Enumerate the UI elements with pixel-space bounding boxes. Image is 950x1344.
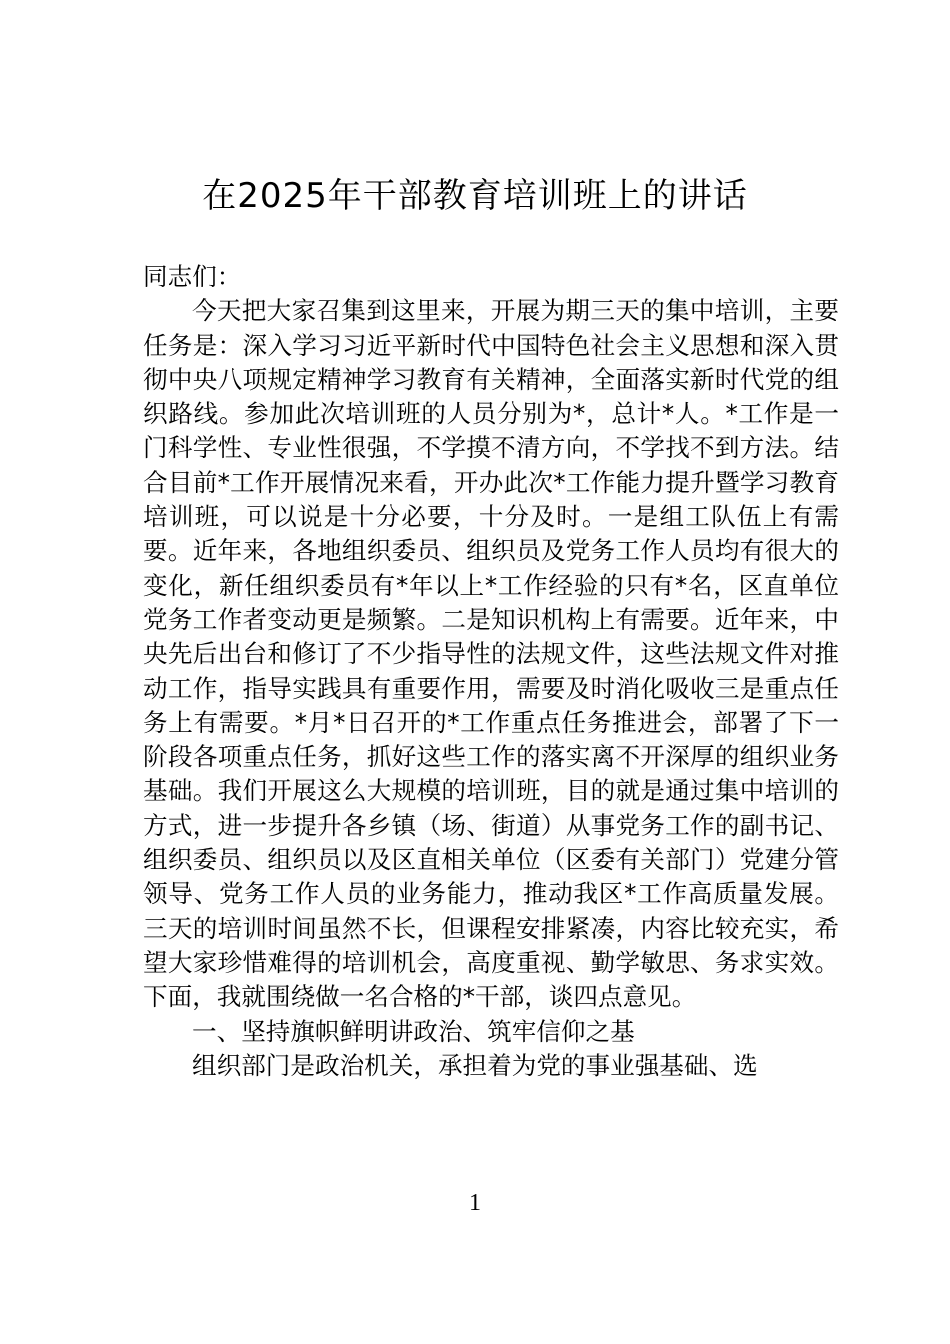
document-body xyxy=(143,260,839,1083)
document-title: 在2025年干部教育培训班上的讲话 xyxy=(202,176,748,216)
body-paragraph: 今天把大家召集到这里来，开展为期三天的集中培训，主要任务是：深入学习习近平新时代中国特色社会主义思想和深入贯彻中央八项规定精神学习教育有关精神，全面落实新时代党的组织路线。参加此次培训班的人员分别为*，总计*人。*工作是一门科学性、专业性很强，不学摸不清方向，不学找不到方法。结合目前*工作开展情况来看，开办此次*工作能力提升暨学习教育培训班，可以说是十分必要，十分及时。一是组工队伍上有需要。近年来，各地组织委员、组织员及党务工作人员均有很大的变化，新任组织委员有*年以上*工作经验的只有*名，区直单位党务工作者变动更是频繁。二是知识机构上有需要。近年来，中央先后出台和修订了不少指导性的法规文件，这些法规文件对推动工作，指导实践具有重要作用，需要及时消化吸收三是重点任务上有需要。*月*日召开的*工作重点任务推进会，部署了下一阶段各项重点任务，抓好这些工作的落实离不开深厚的组织业务基础。我们开展这么大规模的培训班，目的就是通过集中培训的方式，进一步提升各乡镇（场、街道）从事党务工作的副书记、组织委员、组织员以及区直相关单位（区委有关部门）党建分管领导、党务工作人员的业务能力，推动我区*工作高质量发展。三天的培训时间虽然不长，但课程安排紧凑，内容比较充实，希望大家珍惜难得的培训机会，高度重视、勤学敏思、务求实效。下面，我就围绕做一名合格的*干部，谈四点意见。 xyxy=(143,296,839,1012)
body-paragraph: 组织部门是政治机关，承担着为党的事业强基础、选 xyxy=(192,1050,758,1080)
section-heading: 一、坚持旗帜鲜明讲政治、筑牢信仰之基 xyxy=(192,1016,635,1046)
page-number: 1 xyxy=(469,1190,481,1216)
salutation: 同志们： xyxy=(143,262,242,291)
